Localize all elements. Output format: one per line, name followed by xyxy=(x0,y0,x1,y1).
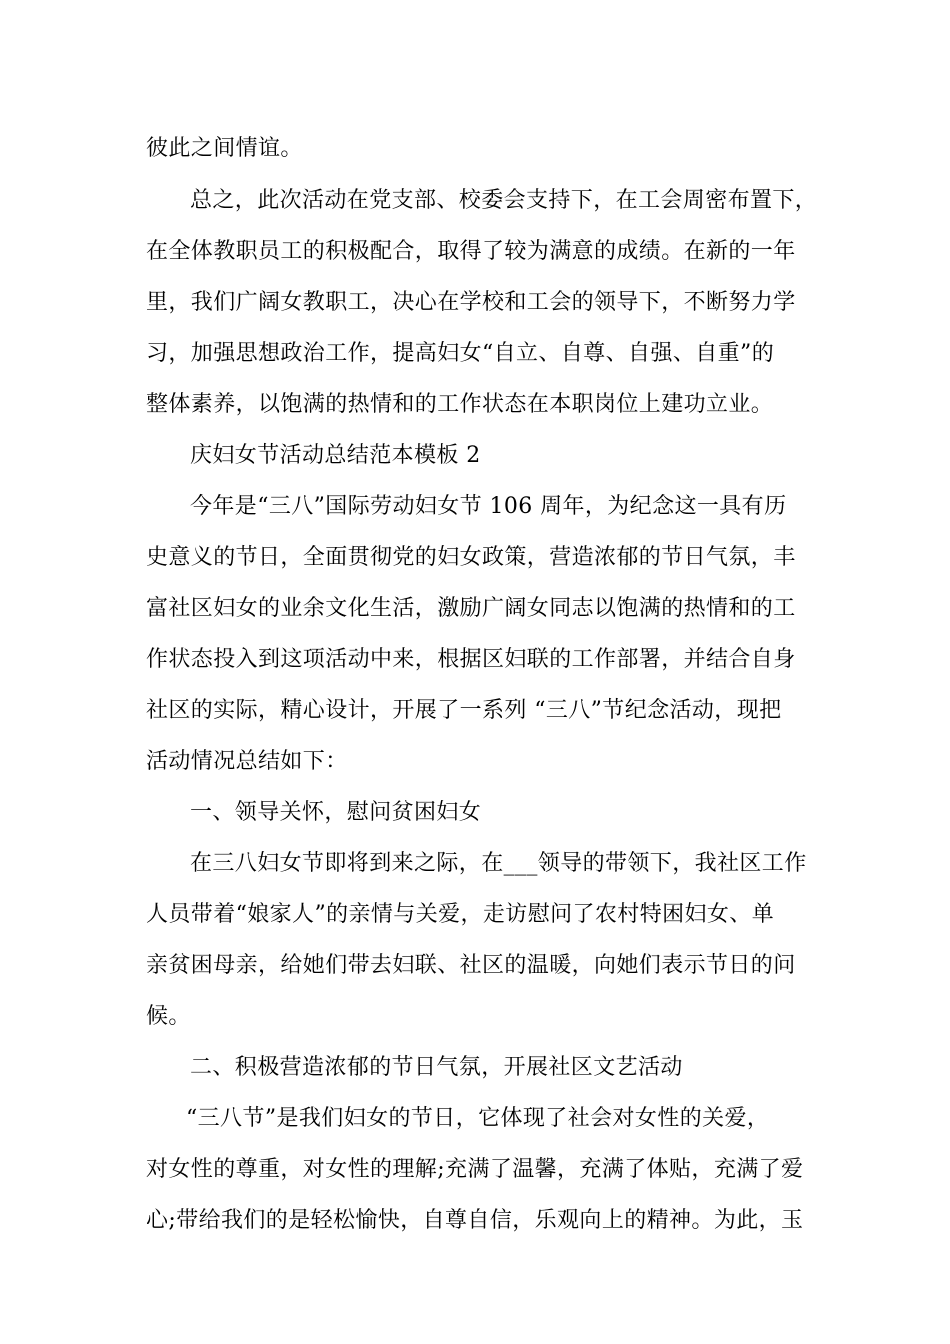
section-heading-1: 一、领导关怀，慰问贫困妇女 xyxy=(190,800,482,825)
text-line-3: 在全体教职员工的积极配合，取得了较为满意的成绩。在新的一年 xyxy=(146,239,796,264)
section-heading-2: 二、积极营造浓郁的节日气氛，开展社区文艺活动 xyxy=(190,1055,683,1080)
text-line-17: 亲贫困母亲，给她们带去妇联、社区的温暖，向她们表示节日的问 xyxy=(146,953,796,978)
text-line-11: 作状态投入到这项活动中来，根据区妇联的工作部署，并结合自身 xyxy=(146,647,796,672)
text-line-6: 整体素养，以饱满的热情和的工作状态在本职岗位上建功立业。 xyxy=(146,392,774,417)
text-line-2: 总之，此次活动在党支部、校委会支持下，在工会周密布置下， xyxy=(190,188,818,213)
text-line-4: 里，我们广阔女教职工，决心在学校和工会的领导下，不断努力学 xyxy=(146,290,796,315)
text-line-10: 富社区妇女的业余文化生活，激励广阔女同志以饱满的热情和的工 xyxy=(146,596,796,621)
text-line-22: 心;带给我们的是轻松愉快，自尊自信，乐观向上的精神。为此，玉 xyxy=(146,1208,804,1233)
text-line-20: “三八节”是我们妇女的节日，它体现了社会对女性的关爱， xyxy=(186,1106,770,1131)
text-line-15: 在三八妇女节即将到来之际，在___领导的带领下，我社区工作 xyxy=(190,851,807,876)
text-line-9: 史意义的节日，全面贯彻党的妇女政策，营造浓郁的节日气氛，丰 xyxy=(146,545,796,570)
text-line-1: 彼此之间情谊。 xyxy=(146,136,303,161)
text-line-5: 习，加强思想政治工作，提高妇女“自立、自尊、自强、自重”的 xyxy=(146,341,775,366)
text-line-13: 活动情况总结如下： xyxy=(146,749,348,774)
text-line-21: 对女性的尊重，对女性的理解;充满了温馨，充满了体贴，充满了爱 xyxy=(146,1157,804,1182)
text-line-18: 候。 xyxy=(146,1004,191,1029)
text-line-16: 人员带着“娘家人”的亲情与关爱，走访慰问了农村特困妇女、单 xyxy=(146,902,775,927)
section-heading-template-2: 庆妇女节活动总结范本模板 2 xyxy=(190,443,481,468)
text-line-12: 社区的实际，精心设计，开展了一系列 “三八”节纪念活动，现把 xyxy=(146,698,782,723)
text-line-8: 今年是“三八”国际劳动妇女节 106 周年，为纪念这一具有历 xyxy=(190,494,787,519)
